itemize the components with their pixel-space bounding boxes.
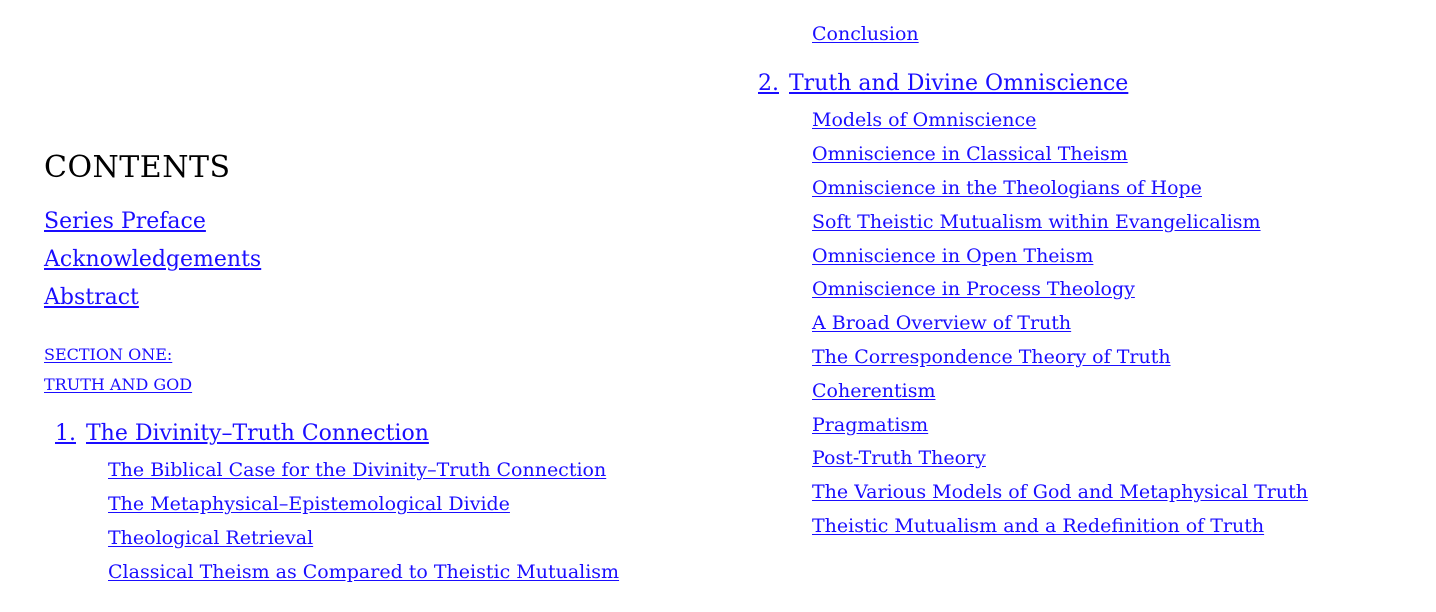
toc-link-subsection[interactable]: Theistic Mutualism and a Redefinition of Truth [812, 515, 1265, 537]
toc-link-chapter-1[interactable] [55, 420, 429, 448]
toc-link-section-one[interactable]: SECTION ONE: [44, 345, 173, 364]
toc-link-series-preface[interactable]: Series Preface [44, 209, 206, 234]
toc-link-subsection[interactable]: Omniscience in Open Theism [812, 245, 1094, 267]
toc-link-subsection[interactable]: Soft Theistic Mutualism within Evangelicalism [812, 211, 1261, 233]
toc-link-subsection[interactable]: Omniscience in Process Theology [812, 278, 1135, 300]
chapter-number: 2. [758, 71, 779, 96]
toc-link-conclusion[interactable]: Conclusion [812, 23, 919, 45]
chapter-number: 1. [55, 421, 76, 446]
toc-link-section-one-title[interactable]: TRUTH AND GOD [44, 375, 193, 394]
toc-link-subsection[interactable]: Classical Theism as Compared to Theistic Mutualism [108, 561, 620, 583]
toc-link-subsection[interactable]: The Metaphysical–Epistemological Divide [108, 493, 510, 515]
toc-link-acknowledgements[interactable]: Acknowledgements [44, 247, 262, 272]
toc-link-subsection[interactable]: Pragmatism [812, 414, 929, 436]
toc-link-subsection[interactable]: Omniscience in the Theologians of Hope [812, 177, 1202, 199]
toc-link-subsection[interactable]: Theological Retrieval [108, 527, 314, 549]
toc-link-subsection[interactable]: The Various Models of God and Metaphysical Truth [812, 481, 1308, 503]
toc-link-subsection[interactable]: Coherentism [812, 380, 936, 402]
toc-link-abstract[interactable]: Abstract [44, 285, 139, 310]
chapter-title: The Divinity–Truth Connection [86, 421, 429, 446]
toc-link-subsection[interactable]: The Correspondence Theory of Truth [812, 346, 1171, 368]
chapter-title: Truth and Divine Omniscience [789, 71, 1129, 96]
toc-link-chapter-2[interactable] [758, 70, 1128, 98]
toc-link-subsection[interactable]: Omniscience in Classical Theism [812, 143, 1128, 165]
toc-link-subsection[interactable]: A Broad Overview of Truth [812, 312, 1072, 334]
contents-heading: CONTENTS [44, 150, 231, 185]
toc-link-subsection[interactable]: Post-Truth Theory [812, 447, 986, 469]
toc-link-subsection[interactable]: The Biblical Case for the Divinity–Truth Connection [108, 459, 607, 481]
toc-link-subsection[interactable]: Models of Omniscience [812, 109, 1037, 131]
